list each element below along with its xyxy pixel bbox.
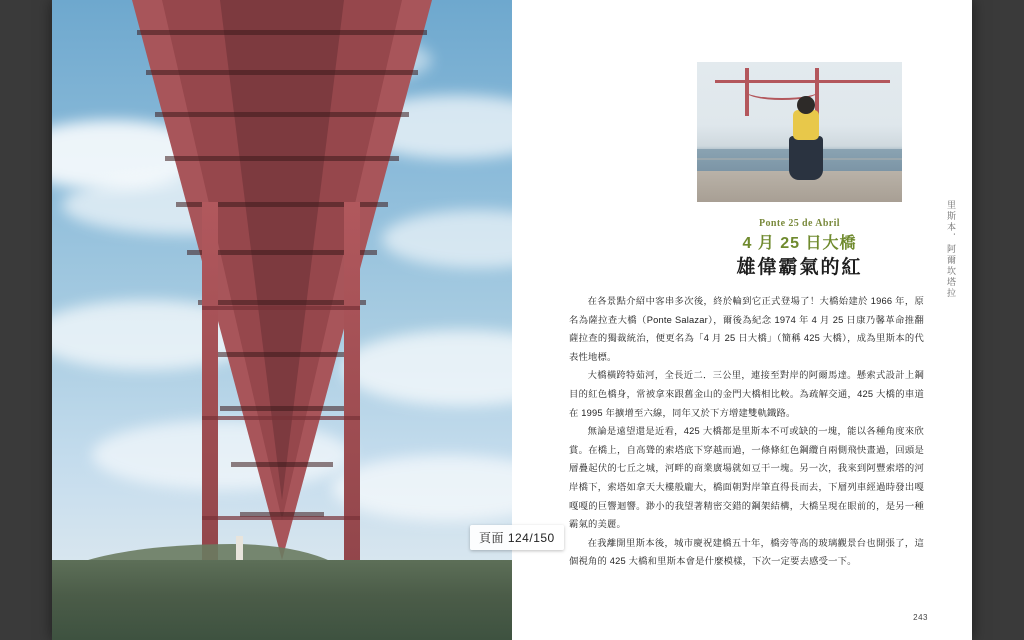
body-copy — [569, 292, 924, 571]
section-eyebrow: Ponte 25 de Abril — [759, 218, 840, 229]
photo-person-head — [797, 96, 815, 114]
bridge-cross-member — [209, 352, 355, 357]
travel-photo — [697, 62, 902, 202]
section-title-main: 雄偉霸氣的紅 — [736, 257, 863, 278]
page-indicator: 頁面 124/150 — [470, 525, 564, 550]
pylon-brace — [202, 516, 360, 520]
bridge-cross-member — [220, 406, 344, 411]
paragraph: 在我離開里斯本後，城市慶祝建橋五十年，橋旁等高的玻璃觀景台也開張了，這個視角的 425 大橋和里斯本會是什麼模樣，下次一定要去感受一下。 — [569, 537, 924, 567]
photo-person-top — [793, 110, 819, 140]
page-number: 243 — [913, 613, 928, 622]
paragraph: 無論是遠望還是近看，425 大橋都是里斯本不可或缺的一塊，能以各種角度來欣賞。在橋上，自高聳的索塔底下穿越而過，一條條紅色鋼纜自兩側飛快畫過，回頭是層疊起伏的七丘之城，河畔的商業廣場就如豆干一塊。另一次，我來到阿豐索塔的河岸橋下，索塔如拿天大樓般龐大，橋面朝對岸筆直得長而去，下層列車經過時發出嘎嘎嘎的巨響迴響。渺小的我望著精密交錯的鋼架結構，大橋呈現在眼前的，是另一種霸氣的美麗。 — [569, 426, 924, 530]
paragraph: 在各景點介紹中客串多次後，終於輪到它正式登場了！大橋始建於 1966 年，原名為薩拉查大橋（Ponte Salazar），爾後為紀念 1974 年 4 月 25 日康乃馨革命推翻薩拉查的獨裁統治，便更名為「4 月 25 日大橋」（簡稱 425 大橋），成為里斯本的代表性地標。 — [569, 296, 924, 362]
bridge-cross-member — [231, 462, 333, 467]
section-title-green: 4 月 25 日大橋 — [742, 235, 857, 252]
photo-person-skirt — [789, 136, 823, 180]
foreground-land — [52, 560, 512, 640]
left-photo-page — [52, 0, 512, 640]
bridge-cross-member — [137, 30, 427, 35]
bridge-underside-illustration — [52, 0, 512, 640]
pylon-brace — [202, 416, 360, 420]
bridge-cross-member — [165, 156, 399, 161]
bridge-cross-member — [155, 112, 409, 117]
side-running-head: 里斯本．阿爾坎塔拉 — [946, 200, 956, 299]
bridge-cross-member — [146, 70, 418, 75]
pylon-brace — [202, 306, 360, 310]
bridge-pylon-right — [344, 202, 360, 622]
right-text-page — [512, 0, 972, 640]
paragraph: 大橋橫跨特茹河，全長近二．三公里，連接至對岸的阿爾馬達。懸索式設計上鋼目的紅色橋身，常被拿來跟舊金山的金門大橋相比較。為疏解交通，425 大橋的車道在 1995 年擴增至六線，同年又於下方增建雙軌鐵路。 — [569, 370, 924, 418]
bridge-cross-member — [198, 300, 366, 305]
